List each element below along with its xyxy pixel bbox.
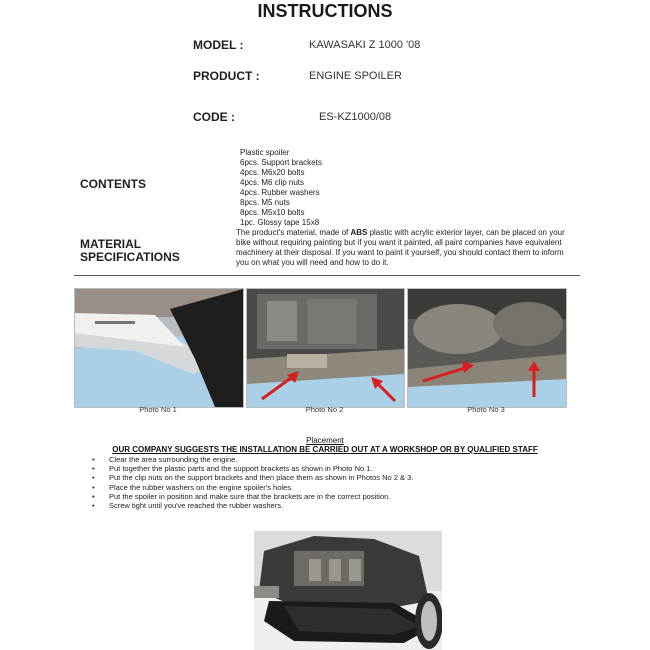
motorcycle-photo <box>254 531 442 650</box>
motorcycle-image <box>254 531 442 650</box>
photo-1-caption: Photo No 1 <box>139 405 177 414</box>
code-label: CODE : <box>193 110 235 124</box>
placement-steps <box>92 455 413 510</box>
step-text: Put the clip nuts on the support brackets and then place them as shown in Photos No 2 & 3. <box>109 473 414 483</box>
section-divider <box>74 275 580 276</box>
bullet-icon: • <box>92 491 95 501</box>
photo-2 <box>246 288 405 408</box>
photo-3-image <box>408 289 566 407</box>
contents-list <box>240 148 322 228</box>
model-value: KAWASAKI Z 1000 '08 <box>309 39 421 51</box>
material-text-after: plastic with acrylic exterior layer, can be placed on your bike without requiring painting but if you want it painted, all paint companies have equivalent machinery at their disposal. If you want to paint it yourself, you should contact them to inform you on what you will need and how to do it. <box>236 228 565 267</box>
contents-item: 6pcs. Support brackets <box>240 158 322 167</box>
list-item <box>92 501 413 510</box>
model-label: MODEL : <box>193 38 244 52</box>
product-label: PRODUCT : <box>193 69 260 83</box>
bullet-icon: • <box>92 464 95 474</box>
step-text: Put the spoiler in position and make sure that the brackets are in the correct position. <box>109 491 391 501</box>
list-item <box>92 473 413 482</box>
contents-item: 8pcs. M5x10 bolts <box>240 208 305 217</box>
material-label-line1: MATERIAL <box>80 237 142 251</box>
list-item <box>92 464 413 473</box>
code-value: ES-KZ1000/08 <box>319 111 392 123</box>
material-description <box>236 228 576 268</box>
list-item <box>92 455 413 464</box>
contents-item: 4pcs. M6x20 bolts <box>240 168 305 177</box>
material-label <box>80 238 180 264</box>
step-text: Clear the area surrounding the engine. <box>109 455 238 464</box>
contents-item: 4pcs. Rubber washers <box>240 188 320 197</box>
page-title: INSTRUCTIONS <box>257 1 393 21</box>
bullet-icon: • <box>92 455 95 464</box>
photo-2-caption: Photo No 2 <box>305 405 344 414</box>
material-label-line2: SPECIFICATIONS <box>80 250 180 264</box>
photo-1-image <box>75 289 243 407</box>
step-text: Screw tight until you've reached the rubber washers. <box>109 501 284 511</box>
photo-3 <box>407 288 567 408</box>
bullet-icon: • <box>92 501 95 511</box>
material-text-bold: ABS <box>350 228 368 237</box>
product-value: ENGINE SPOILER <box>309 70 402 82</box>
contents-item: Plastic spoiler <box>240 148 290 157</box>
contents-label: CONTENTS <box>80 177 146 191</box>
step-text: Place the rubber washers on the engine spoiler's holes. <box>109 482 294 492</box>
photo-1 <box>74 288 244 408</box>
material-text-before: The product's material, made of <box>236 228 351 237</box>
photo-2-image <box>247 289 404 407</box>
bullet-icon: • <box>92 482 95 492</box>
list-item <box>92 492 413 501</box>
contents-item: 8pcs. M5 nuts <box>240 198 290 207</box>
placement-warning: OUR COMPANY SUGGESTS THE INSTALLATION BE CARRIED OUT AT A WORKSHOP OR BY QUALIFIED STAFF <box>112 445 538 454</box>
list-item <box>92 483 413 492</box>
photo-3-caption: Photo No 3 <box>467 405 505 414</box>
contents-item: 4pcs. M6 clip nuts <box>240 178 305 187</box>
placement-heading: Placement <box>306 436 344 445</box>
bullet-icon: • <box>92 473 95 483</box>
contents-item: 1pc. Glossy tape 15x8 <box>240 218 320 227</box>
step-text: Put together the plastic parts and the support brackets as shown in Photo No 1. <box>109 464 373 474</box>
